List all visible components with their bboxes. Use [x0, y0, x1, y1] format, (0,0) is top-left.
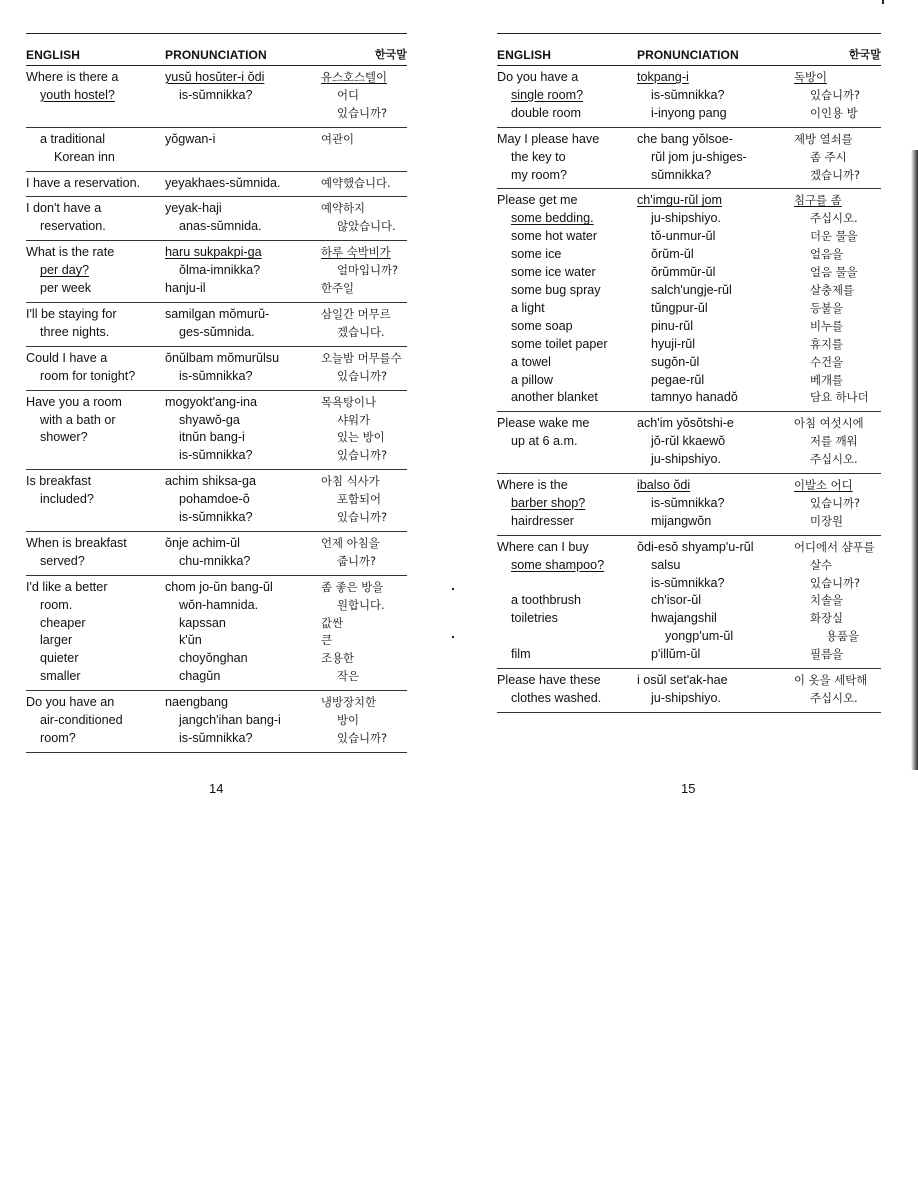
phrase-line: hairdresser [511, 513, 574, 528]
right-page [497, 33, 881, 713]
phrase-line: 원합니다. [337, 597, 385, 612]
phrase-line: samilgan mŏmurŭ- [165, 306, 270, 321]
phrase-line: 침구를 좀 [794, 193, 842, 208]
table-row [26, 172, 407, 198]
pronunciation-cell [165, 306, 312, 342]
phrase-line: three nights. [40, 324, 110, 339]
korean-cell [785, 672, 881, 708]
phrase-line: k'ŭn [179, 633, 202, 648]
korean-cell [312, 244, 407, 298]
phrase-line: Could I have a [26, 350, 108, 365]
phrase-line: I'd like a better [26, 579, 108, 594]
phrase-line: Please wake me [497, 416, 590, 431]
phrase-line [497, 575, 637, 593]
english-cell [26, 175, 165, 193]
phrase-line: per week [40, 281, 92, 296]
phrase-line: 좀 주시 [810, 149, 847, 164]
phrase-line: 용품을 [826, 629, 860, 644]
phrase-line: pohamdoe-ŏ [179, 492, 250, 507]
phrase-line: 살충제를 [810, 282, 855, 297]
phrase-table [497, 66, 881, 713]
phrase-line: 어디에서 샴푸를 [794, 539, 875, 554]
phrase-line: Where can I buy [497, 539, 589, 554]
phrase-line: haru sukpakpi-ga [165, 245, 262, 260]
phrase-line: 방이 [337, 713, 360, 728]
phrase-line: up at 6 a.m. [511, 434, 578, 449]
table-row [26, 576, 407, 691]
phrase-line: Have you a room [26, 394, 122, 409]
phrase-line: I don't have a [26, 201, 102, 216]
phrase-line: Is breakfast [26, 474, 92, 489]
phrase-line: achim shiksa-ga [165, 474, 256, 489]
phrase-line: a towel [511, 354, 551, 369]
phrase-line: the key to [511, 149, 566, 164]
phrase-line: yongp'um-ŭl [665, 629, 734, 644]
phrase-line: 독방이 [794, 70, 828, 84]
phrase-line: shower? [40, 430, 88, 445]
phrase-line: 겠습니다. [337, 324, 385, 339]
english-cell [497, 69, 637, 123]
phrase-line: 않았습니다. [337, 219, 396, 234]
table-row [497, 669, 881, 713]
phrase-line: Korean inn [54, 149, 115, 164]
phrase-line: 냉방장치한 [321, 695, 377, 710]
phrase-line: 포함되어 [337, 492, 382, 507]
phrase-line: a traditional [40, 131, 106, 146]
phrase-line: When is breakfast [26, 535, 127, 550]
phrase-line: ŏlma-imnikka? [179, 263, 261, 278]
phrase-line: 미장원 [810, 513, 844, 528]
phrase-line: 있습니까? [810, 495, 861, 510]
phrase-line: quieter [40, 651, 79, 666]
phrase-line: May I please have [497, 131, 600, 146]
phrase-line: 이발소 어디 [794, 478, 853, 493]
top-rule [497, 33, 881, 34]
korean-cell [312, 579, 407, 686]
table-row [497, 128, 881, 190]
korean-cell [785, 415, 881, 469]
phrase-line: my room? [511, 167, 567, 182]
table-row [497, 412, 881, 474]
phrase-line: served? [40, 553, 85, 568]
english-cell [26, 200, 165, 236]
phrase-line: choyŏnghan [179, 651, 248, 666]
phrase-line: 여관이 [321, 131, 355, 146]
phrase-line: 휴지를 [810, 336, 844, 351]
korean-cell [312, 200, 407, 236]
phrase-line: tokpang-i [637, 70, 689, 84]
phrase-line: naengbang [165, 695, 229, 710]
phrase-line: is-sŭmnikka? [179, 731, 253, 745]
phrase-line: 예약했습니다. [321, 175, 391, 190]
phrase-line: anas-sŭmnida. [179, 219, 262, 234]
phrase-line: ju-shipshiyo. [651, 691, 721, 705]
phrase-line: shyawŏ-ga [179, 412, 240, 427]
phrase-line: salch'ungje-rŭl [651, 282, 732, 297]
phrase-line: 한주일 [321, 281, 355, 296]
phrase-line: some shampoo? [511, 557, 605, 572]
pronunciation-cell [165, 694, 312, 748]
phrase-line: 베개를 [810, 372, 844, 387]
phrase-line: 있습니까? [337, 448, 388, 463]
phrase-line: 주십시오. [810, 452, 858, 467]
pronunciation-cell [165, 200, 312, 236]
phrase-line: film [511, 647, 531, 662]
phrase-line: room for tonight? [40, 368, 136, 383]
phrase-line: ŏrŭmmŭr-ŭl [651, 265, 716, 280]
korean-cell [312, 694, 407, 748]
english-cell [26, 306, 165, 342]
korean-cell [312, 394, 407, 466]
table-row [26, 347, 407, 391]
korean-cell [312, 131, 407, 167]
english-header: ENGLISH [26, 48, 81, 62]
phrase-line: reservation. [40, 219, 106, 234]
scan-speck [882, 0, 884, 4]
phrase-line: a pillow [511, 372, 553, 387]
phrase-line: 있습니까? [337, 105, 388, 120]
english-cell [497, 192, 637, 407]
phrase-line: hanju-il [165, 281, 206, 296]
korean-cell [785, 192, 881, 407]
phrase-line: 어디 [337, 87, 360, 102]
phrase-line: toiletries [511, 611, 558, 626]
english-cell [497, 672, 637, 708]
table-row [26, 303, 407, 347]
phrase-line: single room? [511, 87, 584, 102]
phrase-line: Do you have a [497, 70, 579, 84]
phrase-line: Where is the [497, 478, 568, 493]
page-number: 15 [681, 781, 696, 796]
phrase-line: 있습니까? [337, 731, 388, 745]
phrase-line: 더운 물을 [810, 229, 858, 244]
english-cell [26, 473, 165, 527]
korean-cell [785, 539, 881, 664]
phrase-line: ch'imgu-rŭl jom [637, 193, 722, 208]
phrase-line: What is the rate [26, 245, 115, 260]
phrase-line: chu-mnikka? [179, 553, 251, 568]
phrase-line: 치솔을 [810, 593, 844, 608]
phrase-line: is-sŭmnikka? [179, 368, 253, 383]
pronunciation-cell [637, 539, 785, 664]
phrase-line: yeyakhaes-sŭmnida. [165, 175, 281, 190]
phrase-line: che bang yŏlsoe- [637, 131, 733, 146]
phrase-line: 등불을 [810, 300, 844, 315]
phrase-line: a toothbrush [511, 593, 582, 608]
phrase-line: I have a reservation. [26, 175, 141, 190]
phrase-line: ch'isor-ŭl [651, 593, 701, 608]
english-cell [497, 477, 637, 531]
phrase-line: 값싼 [321, 615, 344, 630]
phrase-line: mijangwŏn [651, 513, 712, 528]
phrase-line: with a bath or [40, 412, 116, 427]
phrase-line: some toilet paper [511, 336, 608, 351]
phrase-line: tŭngpur-ŭl [651, 300, 708, 315]
phrase-line: hwajangshil [651, 611, 717, 626]
phrase-line: chagŭn [179, 669, 221, 684]
pronunciation-cell [165, 473, 312, 527]
table-row [26, 470, 407, 532]
phrase-line: 얼음을 [810, 247, 844, 262]
english-cell [26, 350, 165, 386]
phrase-line: ges-sŭmnida. [179, 324, 255, 339]
pronunciation-cell [637, 415, 785, 469]
pronunciation-cell [165, 394, 312, 466]
phrase-line: 큰 [321, 633, 333, 648]
phrase-line: ŏnŭlbam mŏmurŭlsu [165, 350, 280, 365]
table-row [26, 241, 407, 303]
phrase-line: ŏnje achim-ŭl [165, 535, 240, 550]
top-rule [26, 33, 407, 34]
phrase-line: 얼마입니까? [337, 263, 399, 278]
pronunciation-cell [637, 672, 785, 708]
phrase-line: tamnyo hanadŏ [651, 390, 738, 405]
table-header [497, 42, 881, 66]
phrase-line: some hot water [511, 229, 598, 244]
phrase-line: room? [40, 731, 76, 745]
table-row [497, 474, 881, 536]
phrase-line: i-inyong pang [651, 105, 727, 120]
phrase-line: 화장실 [810, 611, 844, 626]
phrase-line: 있습니까? [810, 87, 861, 102]
phrase-line: 수건을 [810, 354, 844, 369]
phrase-line: clothes washed. [511, 691, 602, 705]
phrase-line: wŏn-hamnida. [179, 597, 259, 612]
phrase-line: some bug spray [511, 282, 601, 297]
english-cell [26, 535, 165, 571]
phrase-line: 살수 [810, 557, 833, 572]
english-cell [26, 244, 165, 298]
phrase-line: 얼음 물을 [810, 265, 858, 280]
korean-header: 한국말 [848, 48, 881, 61]
pronunciation-cell [637, 477, 785, 531]
table-row [497, 189, 881, 412]
pronunciation-cell [165, 579, 312, 686]
phrase-line: 줍니까? [337, 553, 377, 568]
phrase-line: 예약하지 [321, 201, 366, 216]
pronunciation-cell [165, 69, 312, 123]
phrase-line: 아침 여섯시에 [794, 416, 864, 431]
phrase-line: is-sŭmnikka? [179, 510, 253, 525]
phrase-table [26, 66, 407, 753]
phrase-line: some soap [511, 318, 573, 333]
table-row [26, 197, 407, 241]
phrase-line: yusŭ hosŭter-i ŏdi [165, 70, 265, 84]
phrase-line: salsu [651, 557, 681, 572]
table-row [497, 66, 881, 128]
phrase-line: Do you have an [26, 695, 115, 710]
korean-cell [312, 473, 407, 527]
pronunciation-cell [637, 131, 785, 185]
phrase-line: 필름을 [810, 647, 844, 662]
phrase-line: 겠습니까? [810, 167, 861, 182]
phrase-line: double room [511, 105, 582, 120]
phrase-line: a light [511, 300, 545, 315]
phrase-line: 목욕탕이나 [321, 394, 377, 409]
phrase-line: rŭl jom ju-shiges- [651, 149, 747, 164]
korean-cell [312, 306, 407, 342]
english-cell [497, 415, 637, 469]
english-cell [26, 131, 165, 167]
korean-cell [312, 175, 407, 193]
phrase-line: youth hostel? [40, 87, 115, 102]
phrase-line: mogyokt'ang-ina [165, 394, 258, 409]
phrase-line: pegae-rŭl [651, 372, 705, 387]
phrase-line: 유스호스텔이 [321, 70, 388, 84]
phrase-line: itnŭn bang-i [179, 430, 245, 445]
phrase-line: ju-shipshiyo. [651, 452, 721, 467]
phrase-line: 있습니까? [337, 510, 388, 525]
phrase-line: Please have these [497, 673, 601, 688]
phrase-line: kapssan [179, 615, 226, 630]
pronunciation-cell [165, 175, 312, 193]
phrase-line: room. [40, 597, 73, 612]
phrase-line: 있습니까? [337, 368, 388, 383]
phrase-line: jangch'ihan bang-i [179, 713, 281, 728]
phrase-line: ŏrŭm-ŭl [651, 247, 694, 262]
scan-speck [452, 588, 454, 590]
book-binding-edge [911, 150, 918, 770]
table-row [26, 691, 407, 753]
phrase-line: ach'im yŏsŏtshi-e [637, 416, 734, 431]
pronunciation-header: PRONUNCIATION [637, 48, 739, 62]
phrase-line: 있는 방이 [337, 430, 385, 445]
english-cell [26, 579, 165, 686]
phrase-line: yeyak-haji [165, 201, 222, 216]
korean-cell [312, 535, 407, 571]
pronunciation-cell [165, 131, 312, 167]
phrase-line: is-sŭmnikka? [651, 495, 725, 510]
phrase-line: barber shop? [511, 495, 586, 510]
phrase-line: ju-shipshiyo. [651, 211, 721, 226]
table-header [26, 42, 407, 66]
phrase-line: 있습니까? [810, 575, 861, 590]
phrase-line: 조용한 [321, 651, 355, 666]
table-row [26, 532, 407, 576]
korean-header: 한국말 [374, 48, 407, 61]
phrase-line: yŏgwan-i [165, 131, 216, 146]
phrase-line [497, 628, 637, 646]
phrase-line: i osŭl set'ak-hae [637, 673, 728, 688]
phrase-line: cheaper [40, 615, 86, 630]
phrase-line: is-sŭmnikka? [651, 87, 725, 102]
table-row [497, 536, 881, 669]
phrase-line: p'illŭm-ŭl [651, 647, 701, 662]
page-number: 14 [209, 781, 224, 796]
phrase-line: 담요 하나더 [810, 390, 869, 405]
phrase-line: sŭmnikka? [651, 167, 712, 182]
korean-cell [785, 69, 881, 123]
phrase-line: 비누를 [810, 318, 844, 333]
english-cell [26, 394, 165, 466]
phrase-line: 언제 아침을 [321, 535, 380, 550]
korean-cell [312, 350, 407, 386]
phrase-line: hyuji-rŭl [651, 336, 696, 351]
english-cell [26, 69, 165, 123]
phrase-line: some bedding. [511, 211, 594, 226]
phrase-line: is-sŭmnikka? [179, 448, 253, 463]
english-cell [497, 131, 637, 185]
pronunciation-cell [165, 244, 312, 298]
phrase-line: 작은 [337, 669, 360, 684]
english-header: ENGLISH [497, 48, 552, 62]
phrase-line: ŏdi-esŏ shyamp'u-rŭl [637, 539, 754, 554]
phrase-line: 삼일간 머무르 [321, 306, 391, 321]
table-row [26, 128, 407, 172]
phrase-line: some ice [511, 247, 562, 262]
phrase-line: 좀 좋은 방을 [321, 579, 384, 594]
pronunciation-cell [165, 350, 312, 386]
pronunciation-header: PRONUNCIATION [165, 48, 267, 62]
phrase-line: is-sŭmnikka? [179, 87, 253, 102]
phrase-line: 하루 숙박비가 [321, 245, 391, 260]
phrase-line: jŏ-rŭl kkaewŏ [651, 434, 726, 449]
phrase-line: another blanket [511, 390, 598, 405]
phrase-line: per day? [40, 263, 90, 278]
phrase-line: some ice water [511, 265, 596, 280]
phrase-line: sugŏn-ŭl [651, 354, 700, 369]
phrase-line: 아침 식사가 [321, 474, 380, 489]
phrase-line: Please get me [497, 193, 578, 208]
phrase-line: Where is there a [26, 70, 119, 84]
phrase-line: pinu-rŭl [651, 318, 693, 333]
korean-cell [312, 69, 407, 123]
phrase-line: I'll be staying for [26, 306, 117, 321]
phrase-line: included? [40, 492, 94, 507]
korean-cell [785, 477, 881, 531]
table-row [26, 391, 407, 471]
phrase-line: air-conditioned [40, 713, 123, 728]
english-cell [26, 694, 165, 748]
pronunciation-cell [637, 192, 785, 407]
phrase-line: 주십시오. [810, 691, 858, 705]
phrase-line: larger [40, 633, 73, 648]
pronunciation-cell [165, 535, 312, 571]
phrase-line: chom jo-ŭn bang-ŭl [165, 579, 273, 594]
phrase-line: 이 옷을 세탁해 [794, 673, 868, 688]
phrase-line: 오늘밤 머무를수 [321, 350, 402, 365]
phrase-line: ibalso ŏdi [637, 478, 691, 493]
phrase-line: 이인용 방 [810, 105, 858, 120]
phrase-line: smaller [40, 669, 81, 684]
phrase-line: 샤워가 [337, 412, 371, 427]
phrase-line: is-sŭmnikka? [651, 575, 725, 590]
phrase-line: 제방 열쇠를 [794, 131, 853, 146]
phrase-line: 저를 깨워 [810, 434, 858, 449]
phrase-line: tŏ-unmur-ŭl [651, 229, 716, 244]
english-cell [497, 539, 637, 664]
table-row [26, 66, 407, 128]
scan-speck [452, 636, 454, 638]
korean-cell [785, 131, 881, 185]
pronunciation-cell [637, 69, 785, 123]
left-page [26, 33, 407, 753]
phrase-line: 주십시오. [810, 211, 858, 226]
